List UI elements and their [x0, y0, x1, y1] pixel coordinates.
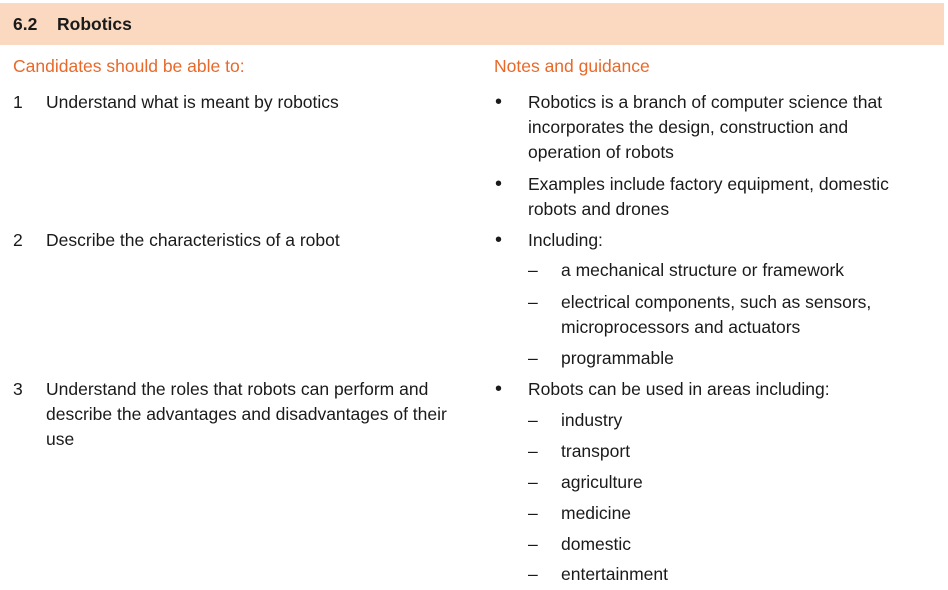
bullet-glyph: • [495, 229, 503, 251]
bullet-glyph: • [495, 91, 503, 113]
dash-glyph: – [528, 292, 538, 312]
dash-glyph: – [528, 441, 538, 461]
objective-number: 3 [13, 379, 23, 399]
note-text: Including: [528, 230, 603, 250]
characteristic-item [528, 290, 928, 340]
section-number: 6.2 [13, 13, 38, 34]
objective-number: 2 [13, 230, 23, 250]
section-header [0, 3, 944, 45]
area-text: agriculture [561, 472, 643, 492]
area-item [528, 562, 928, 587]
area-item [528, 470, 928, 495]
note-text: Robotics is a branch of computer science that incorporates the design, construction and operation of robots [528, 92, 883, 162]
objective-number: 1 [13, 92, 23, 112]
area-text: medicine [561, 503, 632, 523]
note-bullet [494, 228, 924, 253]
notes-heading: Notes and guidance [494, 56, 650, 76]
dash-glyph: – [528, 503, 538, 523]
note-bullet [494, 172, 924, 222]
characteristic-item [528, 346, 928, 371]
characteristic-text: electrical components, such as sensors, microprocessors and actuators [561, 292, 872, 337]
candidates-heading: Candidates should be able to: [13, 56, 245, 76]
section-title: Robotics [57, 13, 132, 34]
objective-text: Understand what is meant by robotics [46, 92, 339, 112]
objective-text: Describe the characteristics of a robot [46, 230, 340, 250]
dash-glyph: – [528, 410, 538, 430]
note-text: Examples include factory equipment, domestic robots and drones [528, 174, 889, 219]
note-bullet [494, 90, 924, 165]
characteristic-text: programmable [561, 348, 674, 368]
characteristic-text: a mechanical structure or framework [561, 260, 845, 280]
dash-glyph: – [528, 564, 538, 584]
objective-text: Understand the roles that robots can perform and describe the advantages and disadvantages of their use [46, 379, 447, 449]
objective-3 [13, 377, 453, 452]
bullet-glyph: • [495, 173, 503, 195]
area-item [528, 408, 928, 433]
dash-glyph: – [528, 348, 538, 368]
dash-glyph: – [528, 534, 538, 554]
note-bullet [494, 377, 924, 402]
dash-glyph: – [528, 472, 538, 492]
area-item [528, 532, 928, 557]
area-text: transport [561, 441, 631, 461]
area-text: domestic [561, 534, 632, 554]
area-item [528, 439, 928, 464]
note-text: Robots can be used in areas including: [528, 379, 830, 399]
area-item [528, 501, 928, 526]
area-text: entertainment [561, 564, 669, 584]
objective-2 [13, 228, 453, 253]
characteristic-item [528, 258, 928, 283]
area-text: industry [561, 410, 623, 430]
dash-glyph: – [528, 260, 538, 280]
objective-1 [13, 90, 453, 115]
bullet-glyph: • [495, 378, 503, 400]
